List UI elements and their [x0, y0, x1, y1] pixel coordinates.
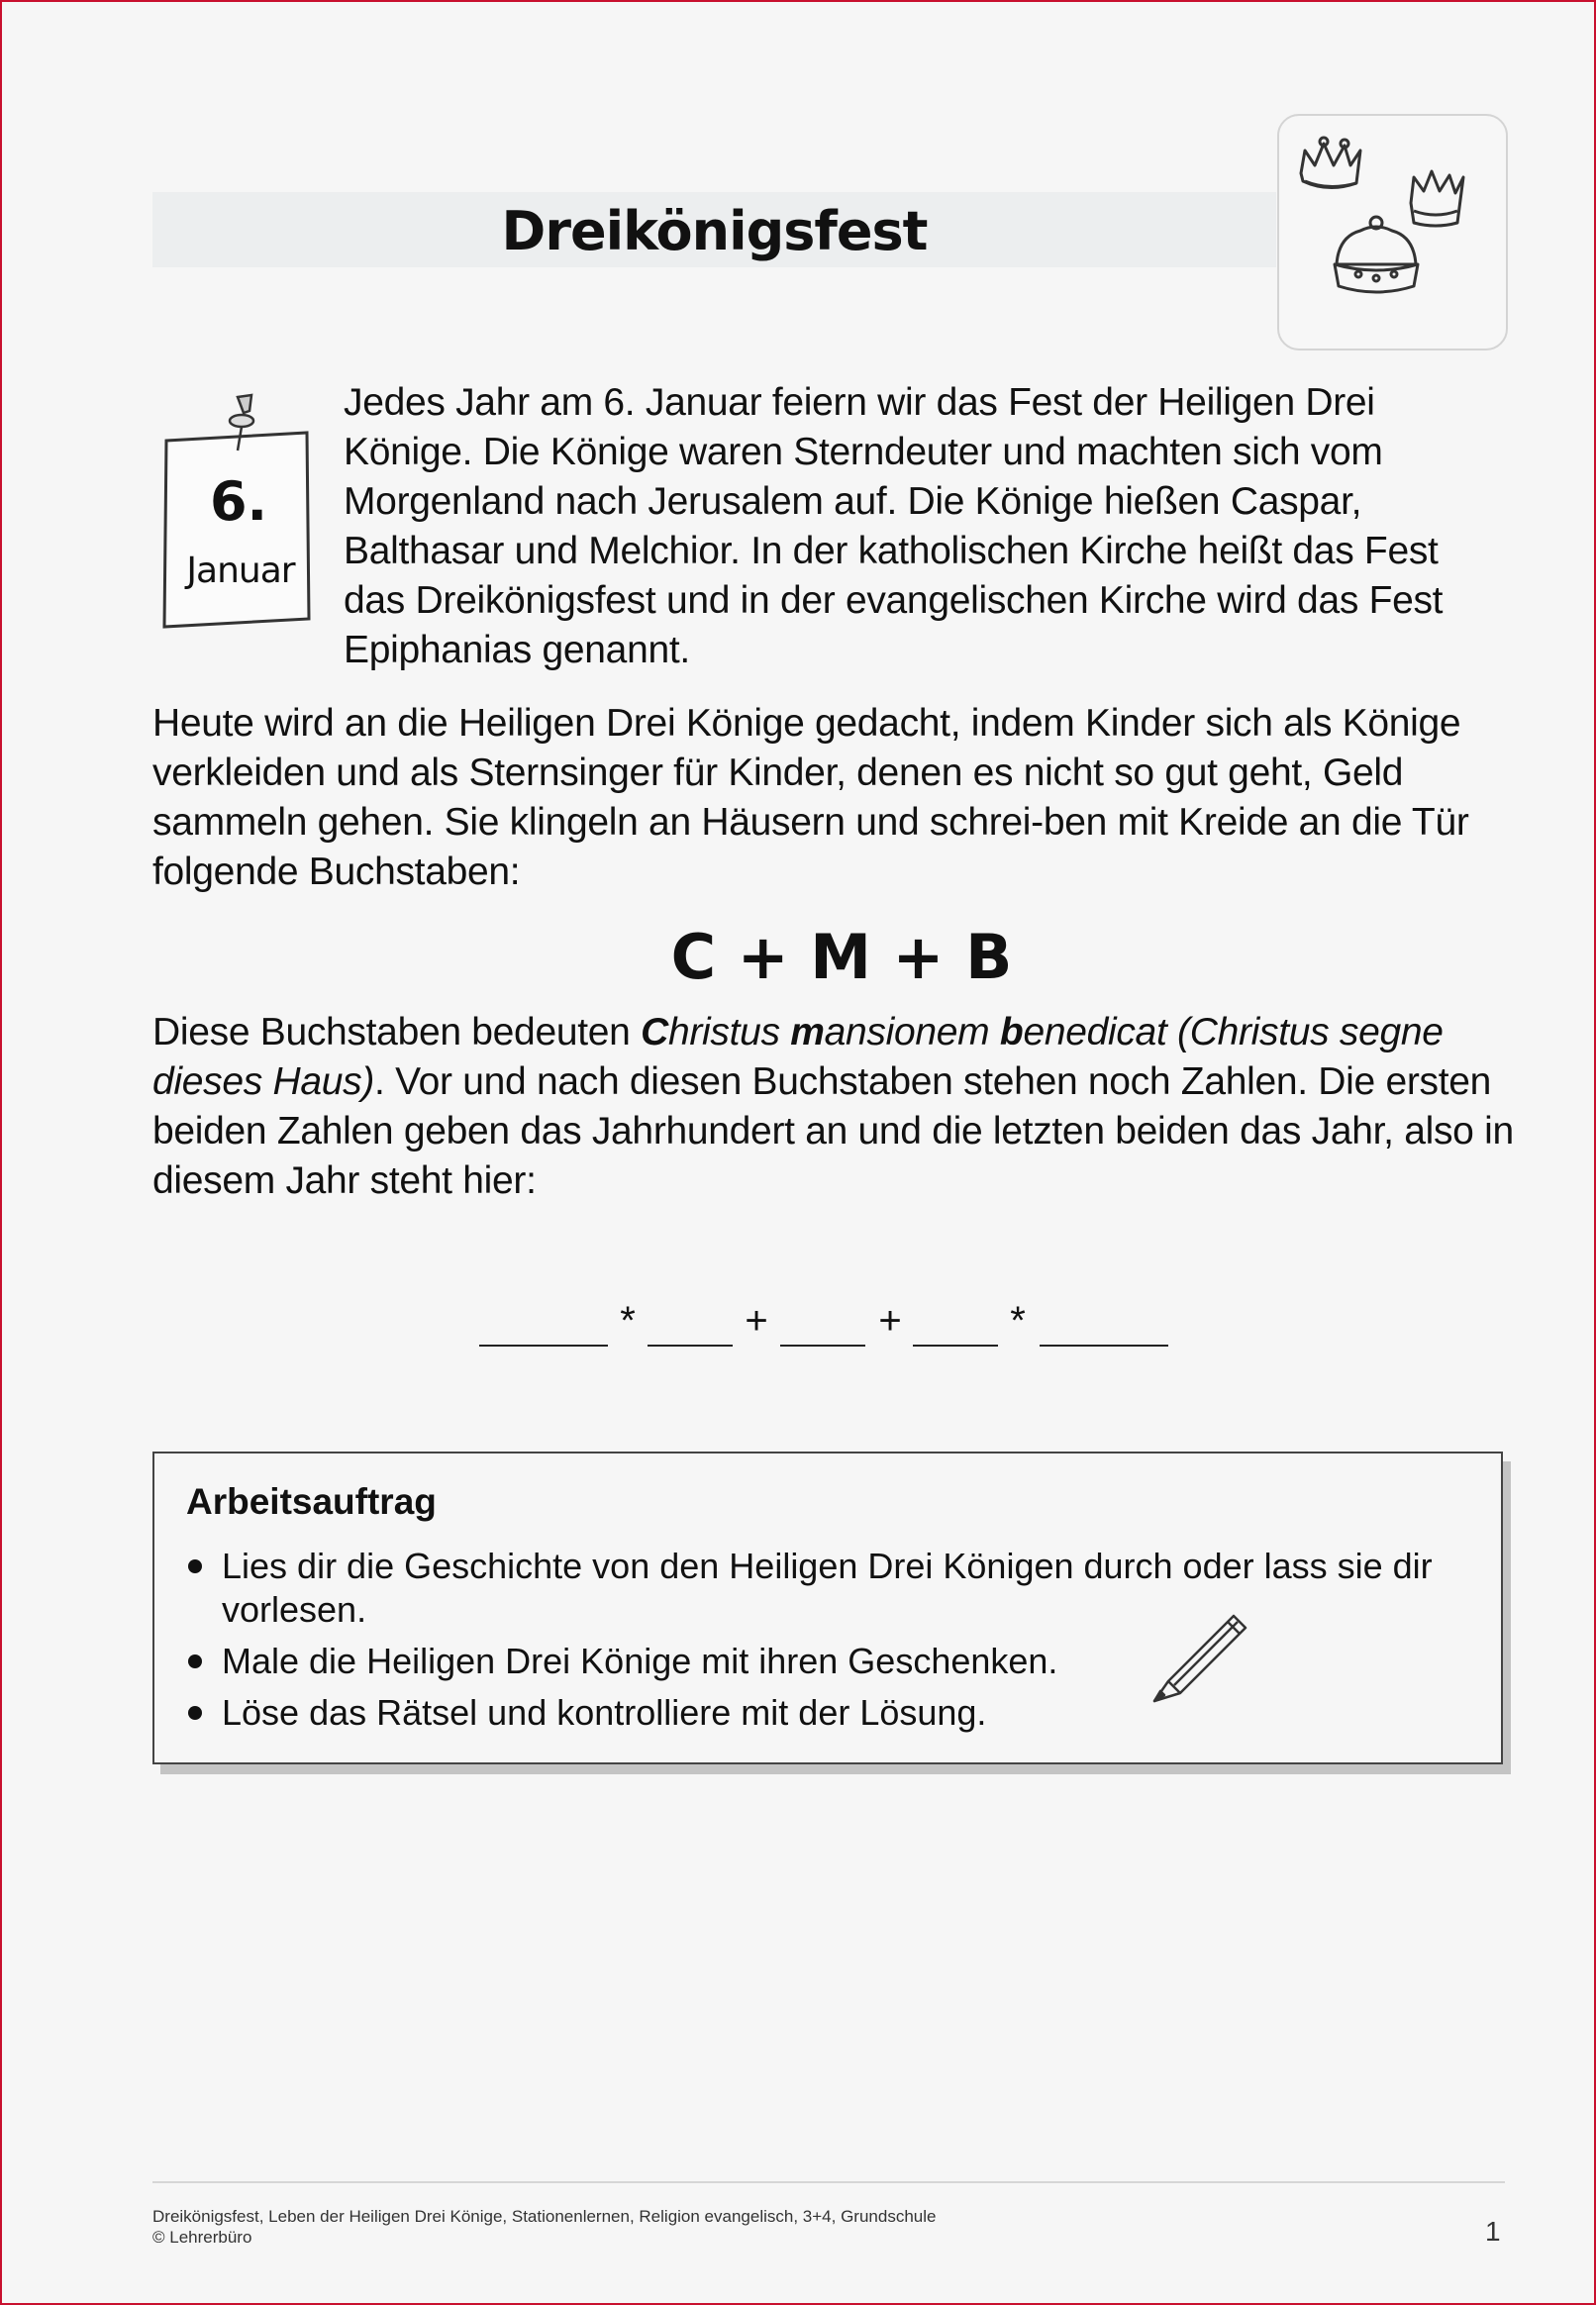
meaning-rest: . Vor und nach diesen Buchstaben stehen noch Zahlen. Die ersten beiden Zahlen geben das Jahrhundert an und die letzten beiden das Jahr, also in diesem Jahr steht hier: [152, 1060, 1514, 1202]
puzzle-star-1: * [620, 1299, 636, 1343]
word-benedicat: enedicat (Christus segne dieses Haus) [152, 1011, 1444, 1103]
answer-blank-1[interactable] [479, 1345, 608, 1347]
task-item-text: Lies dir die Geschichte von den Heiligen Drei Königen durch oder lass sie dir vorlesen. [222, 1546, 1433, 1630]
paragraph-meaning [152, 1008, 1519, 1206]
crowns-icon [1279, 116, 1506, 349]
crowns-picture [1277, 114, 1508, 351]
task-item [186, 1640, 1473, 1683]
footer-source: Dreikönigsfest, Leben der Heiligen Drei Könige, Stationenlernen, Religion evangelisch, 3+4, Grundschule [152, 2207, 937, 2226]
puzzle-plus-1: + [745, 1299, 768, 1343]
answer-blank-2[interactable] [648, 1345, 733, 1347]
pencil-icon [1148, 1606, 1257, 1705]
task-box [152, 1452, 1503, 1764]
word-mansionem: ansionem [824, 1011, 1000, 1053]
calendar-month: Januar [186, 551, 295, 591]
task-heading: Arbeitsauftrag [186, 1481, 437, 1522]
task-item [186, 1691, 1473, 1735]
task-list [186, 1545, 1473, 1743]
task-item-text: Male die Heiligen Drei Könige mit ihren Geschenken. [222, 1641, 1058, 1681]
task-item [186, 1545, 1473, 1632]
meaning-intro: Diese Buchstaben bedeuten [152, 1011, 642, 1053]
page-title: Dreikönigsfest [501, 200, 928, 262]
bullet-icon [188, 1559, 202, 1573]
answer-blank-4[interactable] [913, 1345, 998, 1347]
bullet-icon [188, 1706, 202, 1720]
footer-rule [152, 2181, 1505, 2183]
letter-b: b [999, 1011, 1024, 1053]
task-item-text: Löse das Rätsel und kontrolliere mit der Lösung. [222, 1692, 987, 1733]
puzzle-plus-2: + [878, 1299, 902, 1343]
word-christus: hristus [667, 1011, 791, 1053]
letter-c: C [641, 1011, 668, 1053]
paragraph-sternsinger: Heute wird an die Heiligen Drei Könige gedacht, indem Kinder sich als Könige verkleiden und als Sternsinger für Kinder, denen es nicht so gut geht, Geld sammeln gehen. Sie klingeln an Häusern und schrei-ben mit Kreide an die Tür folgende Buchstaben: [152, 702, 1469, 893]
footer [152, 2206, 936, 2248]
page-number: 1 [1485, 2216, 1501, 2247]
intro-paragraph: Jedes Jahr am 6. Januar feiern wir das Fest der Heiligen Drei Könige. Die Könige waren Sterndeuter und machten sich vom Morgenland nach Jerusalem auf. Die Könige hießen Caspar, Balthasar und Melchior. In der katholischen Kirche heißt das Fest das Dreikönigsfest und in der evangelischen Kirche wird das Fest Epiphanias genannt. [344, 381, 1444, 671]
footer-copyright: © Lehrerbüro [152, 2228, 252, 2247]
puzzle-star-2: * [1010, 1299, 1026, 1343]
letter-m: m [790, 1011, 825, 1053]
bullet-icon [188, 1654, 202, 1668]
answer-blank-3[interactable] [780, 1345, 865, 1347]
answer-blank-5[interactable] [1040, 1345, 1168, 1347]
cmb-letters: C + M + B [670, 921, 1013, 993]
calendar-day: 6. [209, 470, 268, 533]
